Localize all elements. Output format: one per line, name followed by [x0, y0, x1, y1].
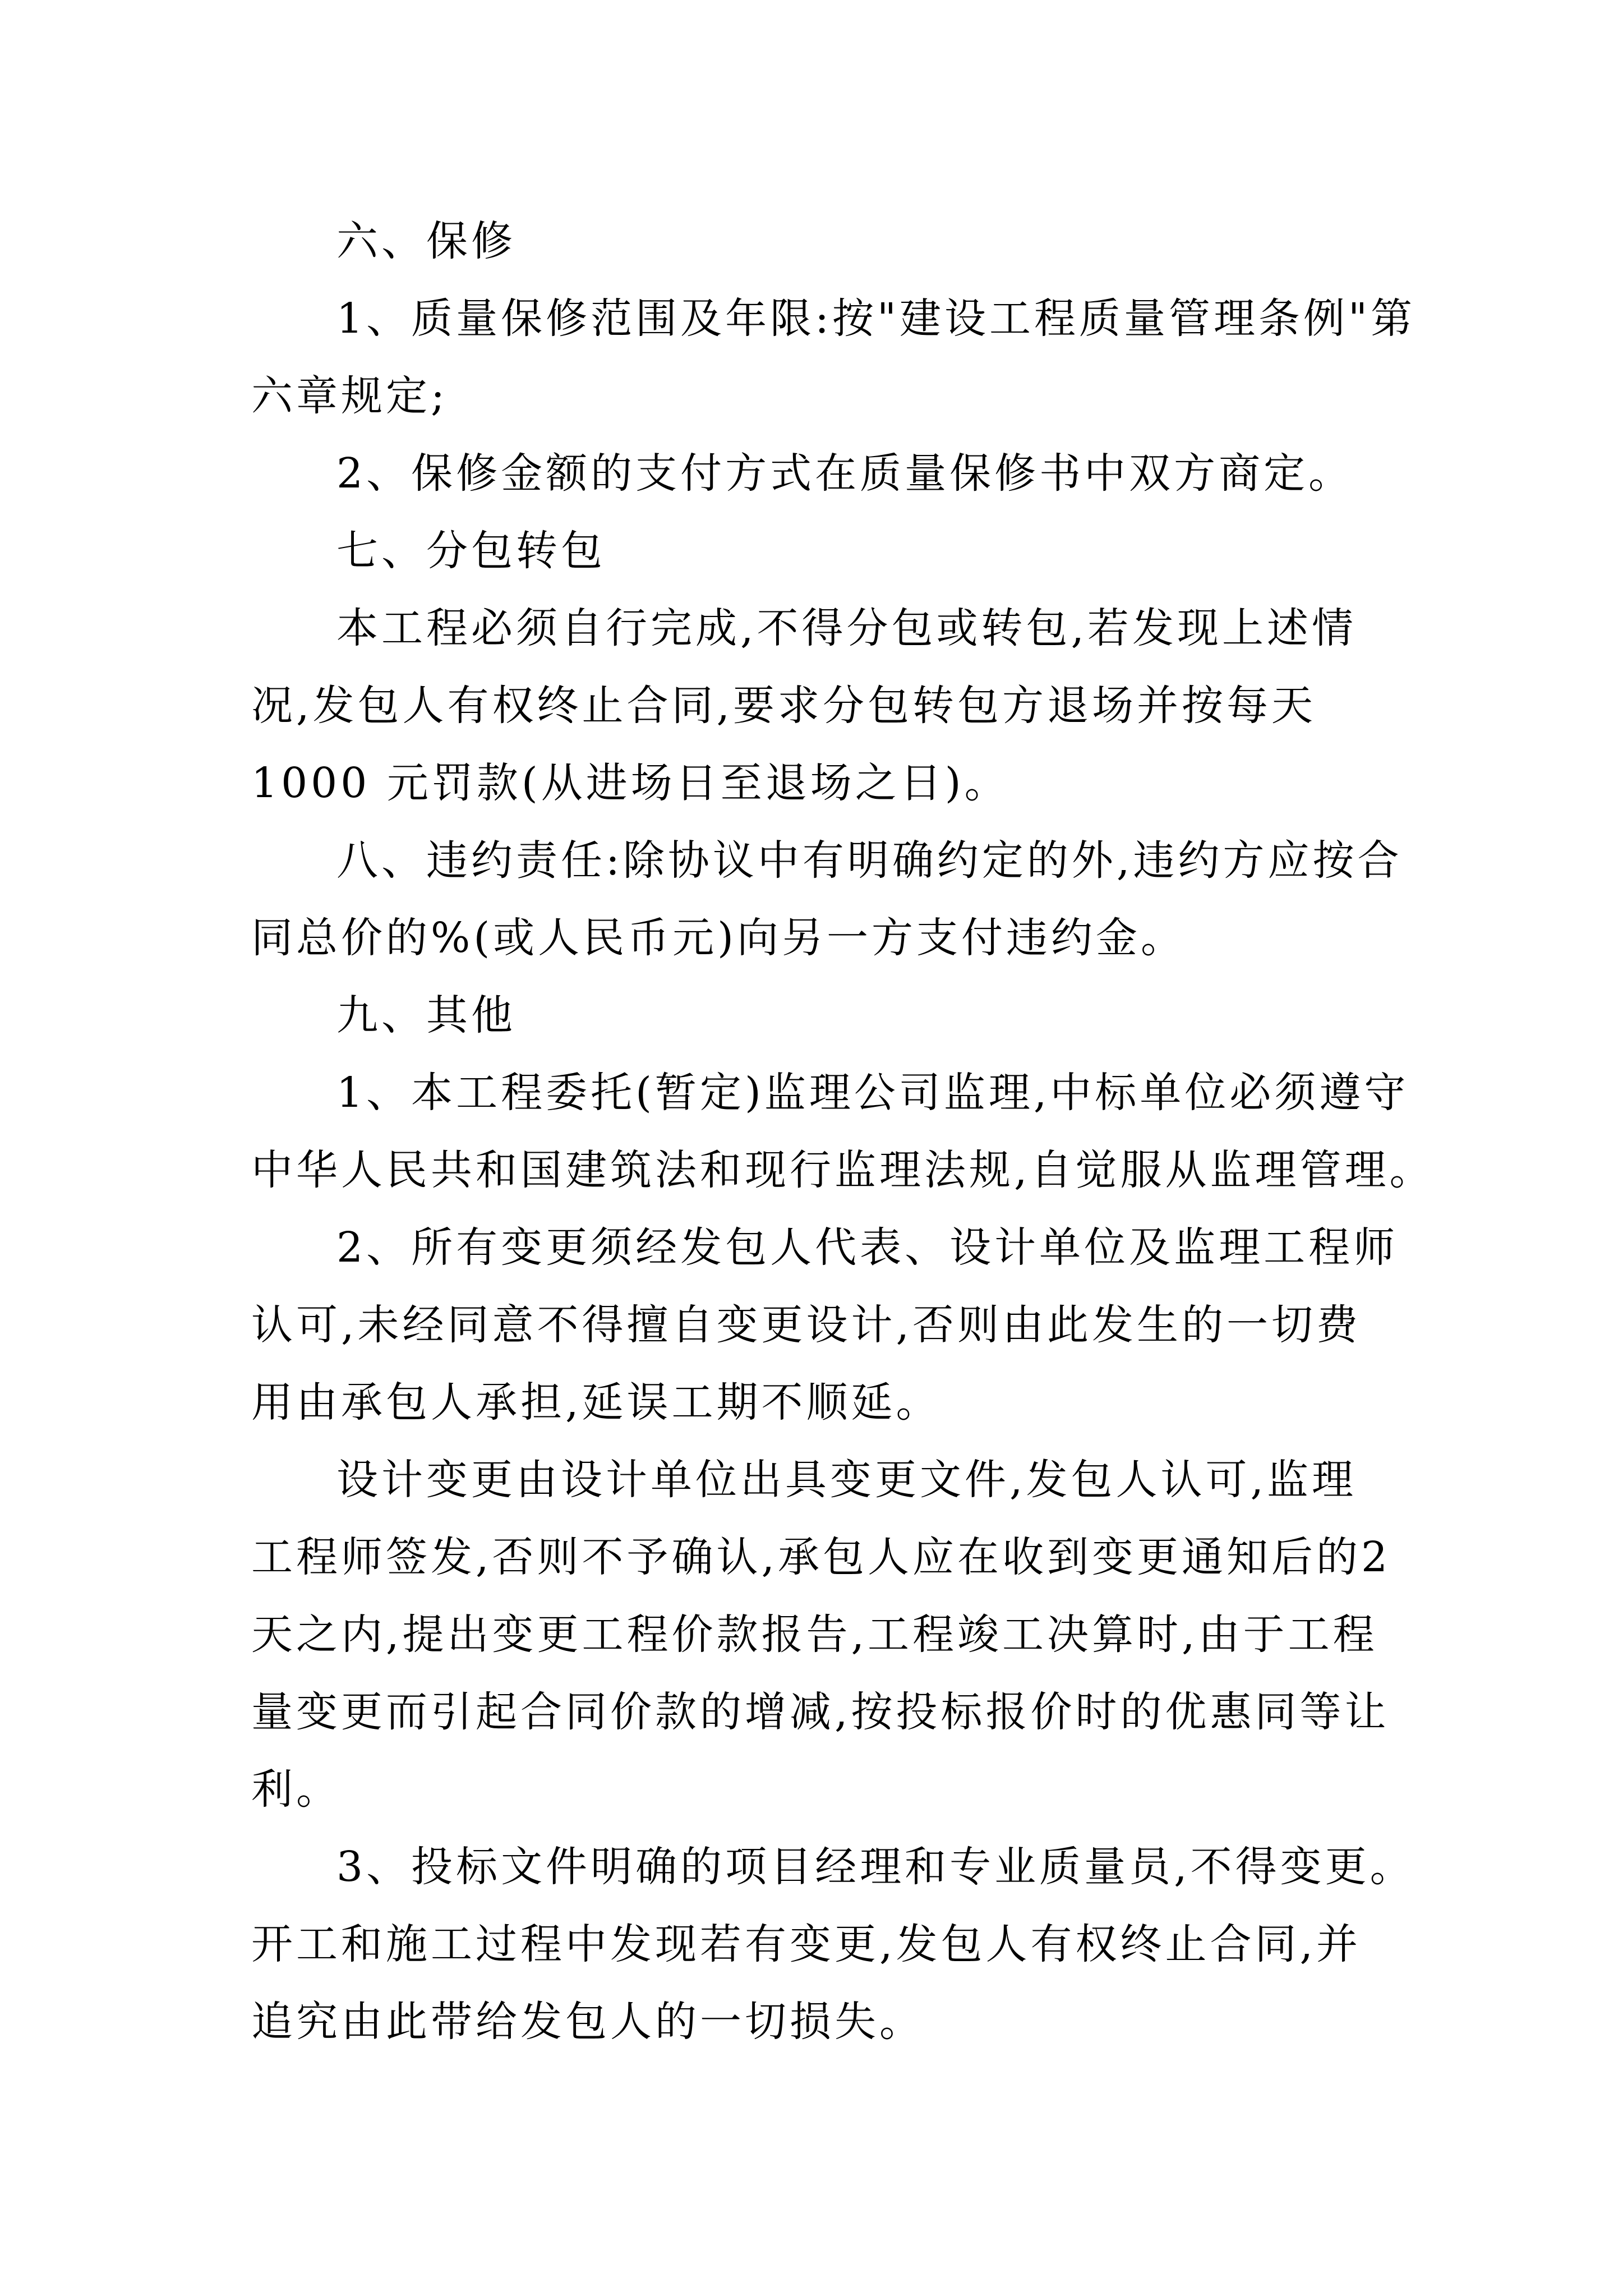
paragraph-line: 本工程必须自行完成,不得分包或转包,若发现上述情	[336, 604, 1357, 652]
paragraph-line: 2、所有变更须经发包人代表、设计单位及监理工程师	[336, 1223, 1399, 1272]
paragraph-line: 3、投标文件明确的项目经理和专业质量员,不得变更。	[336, 1843, 1415, 1891]
paragraph-line: 2、保修金额的支付方式在质量保修书中双方商定。	[336, 449, 1354, 498]
paragraph-line: 追究由此带给发包人的一切损失。	[251, 1998, 924, 2046]
paragraph-line: 开工和施工过程中发现若有变更,发包人有权终止合同,并	[251, 1920, 1362, 1968]
paragraph-line: 况,发包人有权终止合同,要求分包转包方退场并按每天	[251, 682, 1317, 730]
paragraph-line: 量变更而引起合同价款的增减,按投标报价时的优惠同等让	[251, 1688, 1390, 1736]
paragraph-line: 设计变更由设计单位出具变更文件,发包人认可,监理	[336, 1456, 1357, 1504]
heading-warranty: 六、保修	[336, 217, 516, 265]
paragraph-line: 八、违约责任:除协议中有明确约定的外,违约方应按合	[336, 836, 1403, 885]
paragraph-line: 中华人民共和国建筑法和现行监理法规,自觉服从监理管理。	[251, 1146, 1435, 1194]
paragraph-line: 利。	[251, 1765, 341, 1814]
paragraph-line: 六章规定;	[251, 372, 448, 420]
paragraph-line: 同总价的%(或人民币元)向另一方支付违约金。	[251, 914, 1186, 962]
heading-subcontract: 七、分包转包	[336, 527, 606, 575]
paragraph-line: 天之内,提出变更工程价款报告,工程竣工决算时,由于工程	[251, 1611, 1378, 1659]
paragraph-line: 1、本工程委托(暂定)监理公司监理,中标单位必须遵守	[336, 1069, 1409, 1117]
paragraph-line: 工程师签发,否则不予确认,承包人应在收到变更通知后的2	[251, 1533, 1391, 1581]
paragraph-line: 用由承包人承担,延误工期不顺延。	[251, 1378, 941, 1427]
paragraph-line: 1000 元罚款(从进场日至退场之日)。	[251, 759, 1009, 807]
paragraph-line: 1、质量保修范围及年限:按"建设工程质量管理条例"第	[336, 295, 1416, 343]
paragraph-line: 认可,未经同意不得擅自变更设计,否则由此发生的一切费	[251, 1301, 1362, 1349]
heading-other: 九、其他	[336, 991, 516, 1039]
